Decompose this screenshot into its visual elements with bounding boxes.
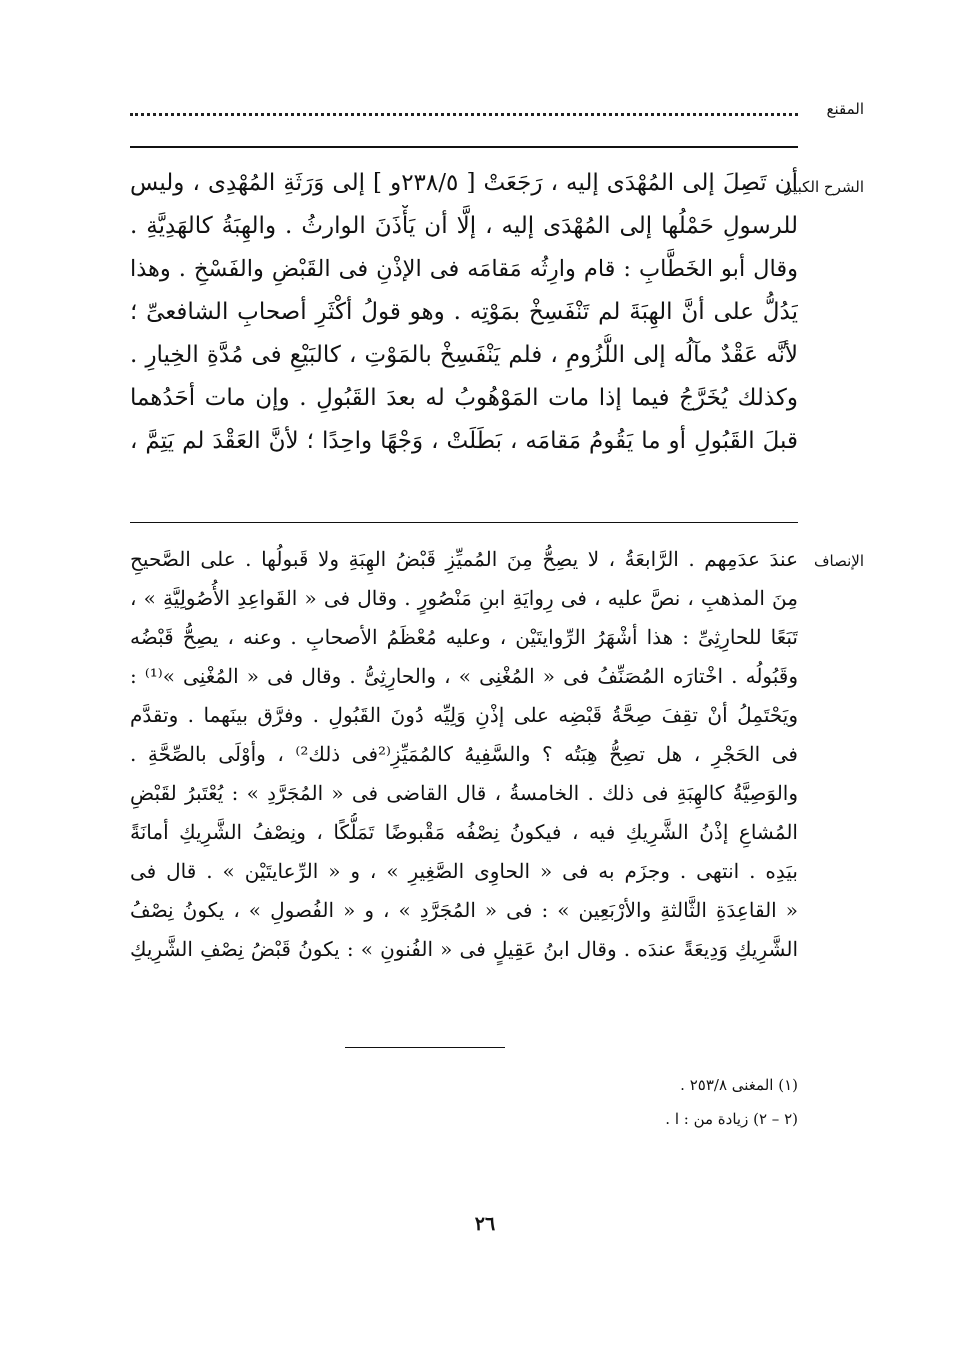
insaf-line: ويَحْتَمِلُ أنْ تقِفَ صِحَّةُ قَبْضِه على إذْنِ وَلِيِّه دُونَ القَبُولِ . وفرَّق بينَهما . وتقدَّم — [130, 703, 798, 727]
insaf-line: وقَبُولُه . اخْتارَه المُصَنِّفُ فى « المُغْنِى » ، والحارِثِىُّ . وقال فى « المُغْنِى »⁽¹⁾ : — [130, 664, 798, 688]
footnotes-block — [130, 1068, 798, 1136]
sharh-line: قبلَ القَبُولِ أو ما يَقُومُ مَقامَه ، بَطَلَتْ ، وَجْهًا واحِدًا ؛ لأنَّ العَقْدَ لم يَتِمَّ ، — [130, 428, 798, 454]
footnote: (٢ – ٢) زيادة من : ا . — [665, 1110, 798, 1128]
sharh-line: وقال أبو الخَطَّابِ : قام وارِثُه مَقامَه فى الإذْنِ فى القَبْضِ والفَسْخِ . وهذا — [130, 256, 798, 282]
sharh-line: لأنَّه عَقْدٌ مآلُه إلى اللُّزُومِ ، فلم يَنْفَسِخْ بالمَوْتِ ، كالبَيْعِ فى مُدَّةِ الخِيارِ . — [130, 342, 798, 368]
insaf-line: فى الحَجْرِ ، هل تصِحُّ هِبَتُه ؟ والسَّفِيهُ كالمُمَيِّزِ⁽²فى ذلك²⁾ ، وأوْلَى بالصِّحَّةِ . — [130, 742, 798, 766]
insaf-line: « القاعِدَةِ الثَّالثةِ والأرْبَعِين » : فى « المُجَرَّدِ » ، و « الفُصولِ » ، يكونُ نِصْفُ — [130, 898, 798, 922]
sharh-line: أن تَصِلَ إلى المُهْدَى إليه ، رَجَعَتْ [ ٢٣٨/٥و ] إلى وَرَثَةِ المُهْدِى ، وليس — [130, 170, 798, 196]
insaf-line: والوَصِيَّةُ كالهِبَةِ فى ذلك . الخامسةُ ، قال القاضى فى « المُجَرَّدِ » : يُعْتَبرُ لقَبْضِ — [130, 781, 798, 805]
insaf-line: عندَ عدَمِهم . الرَّابعَةُ ، لا يصِحُّ مِنَ المُميِّزِ قَبْضُ الهِبَةِ ولا قَبولُها . على الصَّحيحِ — [130, 547, 798, 571]
page-number: ٢٦ — [474, 1213, 496, 1235]
footnote-separator — [345, 1047, 505, 1048]
sharh-line: يَدُلُّ على أنَّ الهِبَةَ لم تَنْفَسِخْ بمَوْتِه . وهو قولُ أكْثَرِ أصحابِ الشافعىِّ ؛ — [130, 299, 798, 325]
insaf-line: المُشاعِ إذْنُ الشَّرِيكِ فيه ، فيكونُ نِصْفُه مَقْبوضًا تَمَلُّكًا ، ونِصْفُ الشَّرِيكِ أمانَةً — [130, 820, 798, 844]
insaf-line: الشَّرِيكِ وَدِيعَةً عندَه . وقال ابنُ عَقِيلٍ فى « الفُنونِ » : يكونُ قَبْضُ نِصْفِ الشَّرِيكِ — [130, 937, 798, 961]
insaf-line: مِنَ المذهبِ ، نصَّ عليه ، فى رِوايَةِ ابنِ مَنْصُورٍ . وقال فى « القَواعِدِ الأُصُولِيَّةِ » ، — [130, 586, 798, 610]
insaf-line: بيَدِه . انتهى . وجزَم به فى « الحاوِى الصَّغِيرِ » ، و « الرِّعايتَيْن » . قال فى — [130, 859, 798, 883]
header-solid-rule — [130, 146, 798, 148]
sharh-line: للرسولِ حَمْلُها إلى المُهْدَى إليه ، إلَّا أن يَأْذَنَ الوارثُ . والهِبَةُ كالهَدِيَّةِ . — [130, 213, 798, 239]
sharh-line: وكذلك يُخَرَّجُ فيما إذا مات المَوْهُوبُ له بعدَ القَبُولِ . وإن مات أحَدُهما — [130, 385, 798, 411]
running-header-title: المقنع — [826, 100, 864, 118]
section-divider-rule — [130, 522, 798, 523]
sharh-text-block — [130, 162, 798, 463]
sharh-section-label: الشرح الكبير — [784, 178, 864, 196]
insaf-text-block — [130, 540, 798, 969]
header-dotted-rule — [130, 113, 798, 116]
insaf-line: تَبَعًا للحارِثِىِّ : هذا أشْهَرُ الرِّوايتَيْن ، وعليه مُعْظَمُ الأصحابِ . وعنه ، يصِحُّ قَبْضُه — [130, 625, 798, 649]
footnote: (١) المغنى ٢٥٣/٨ . — [680, 1076, 798, 1094]
insaf-section-label: الإنصاف — [813, 552, 864, 570]
